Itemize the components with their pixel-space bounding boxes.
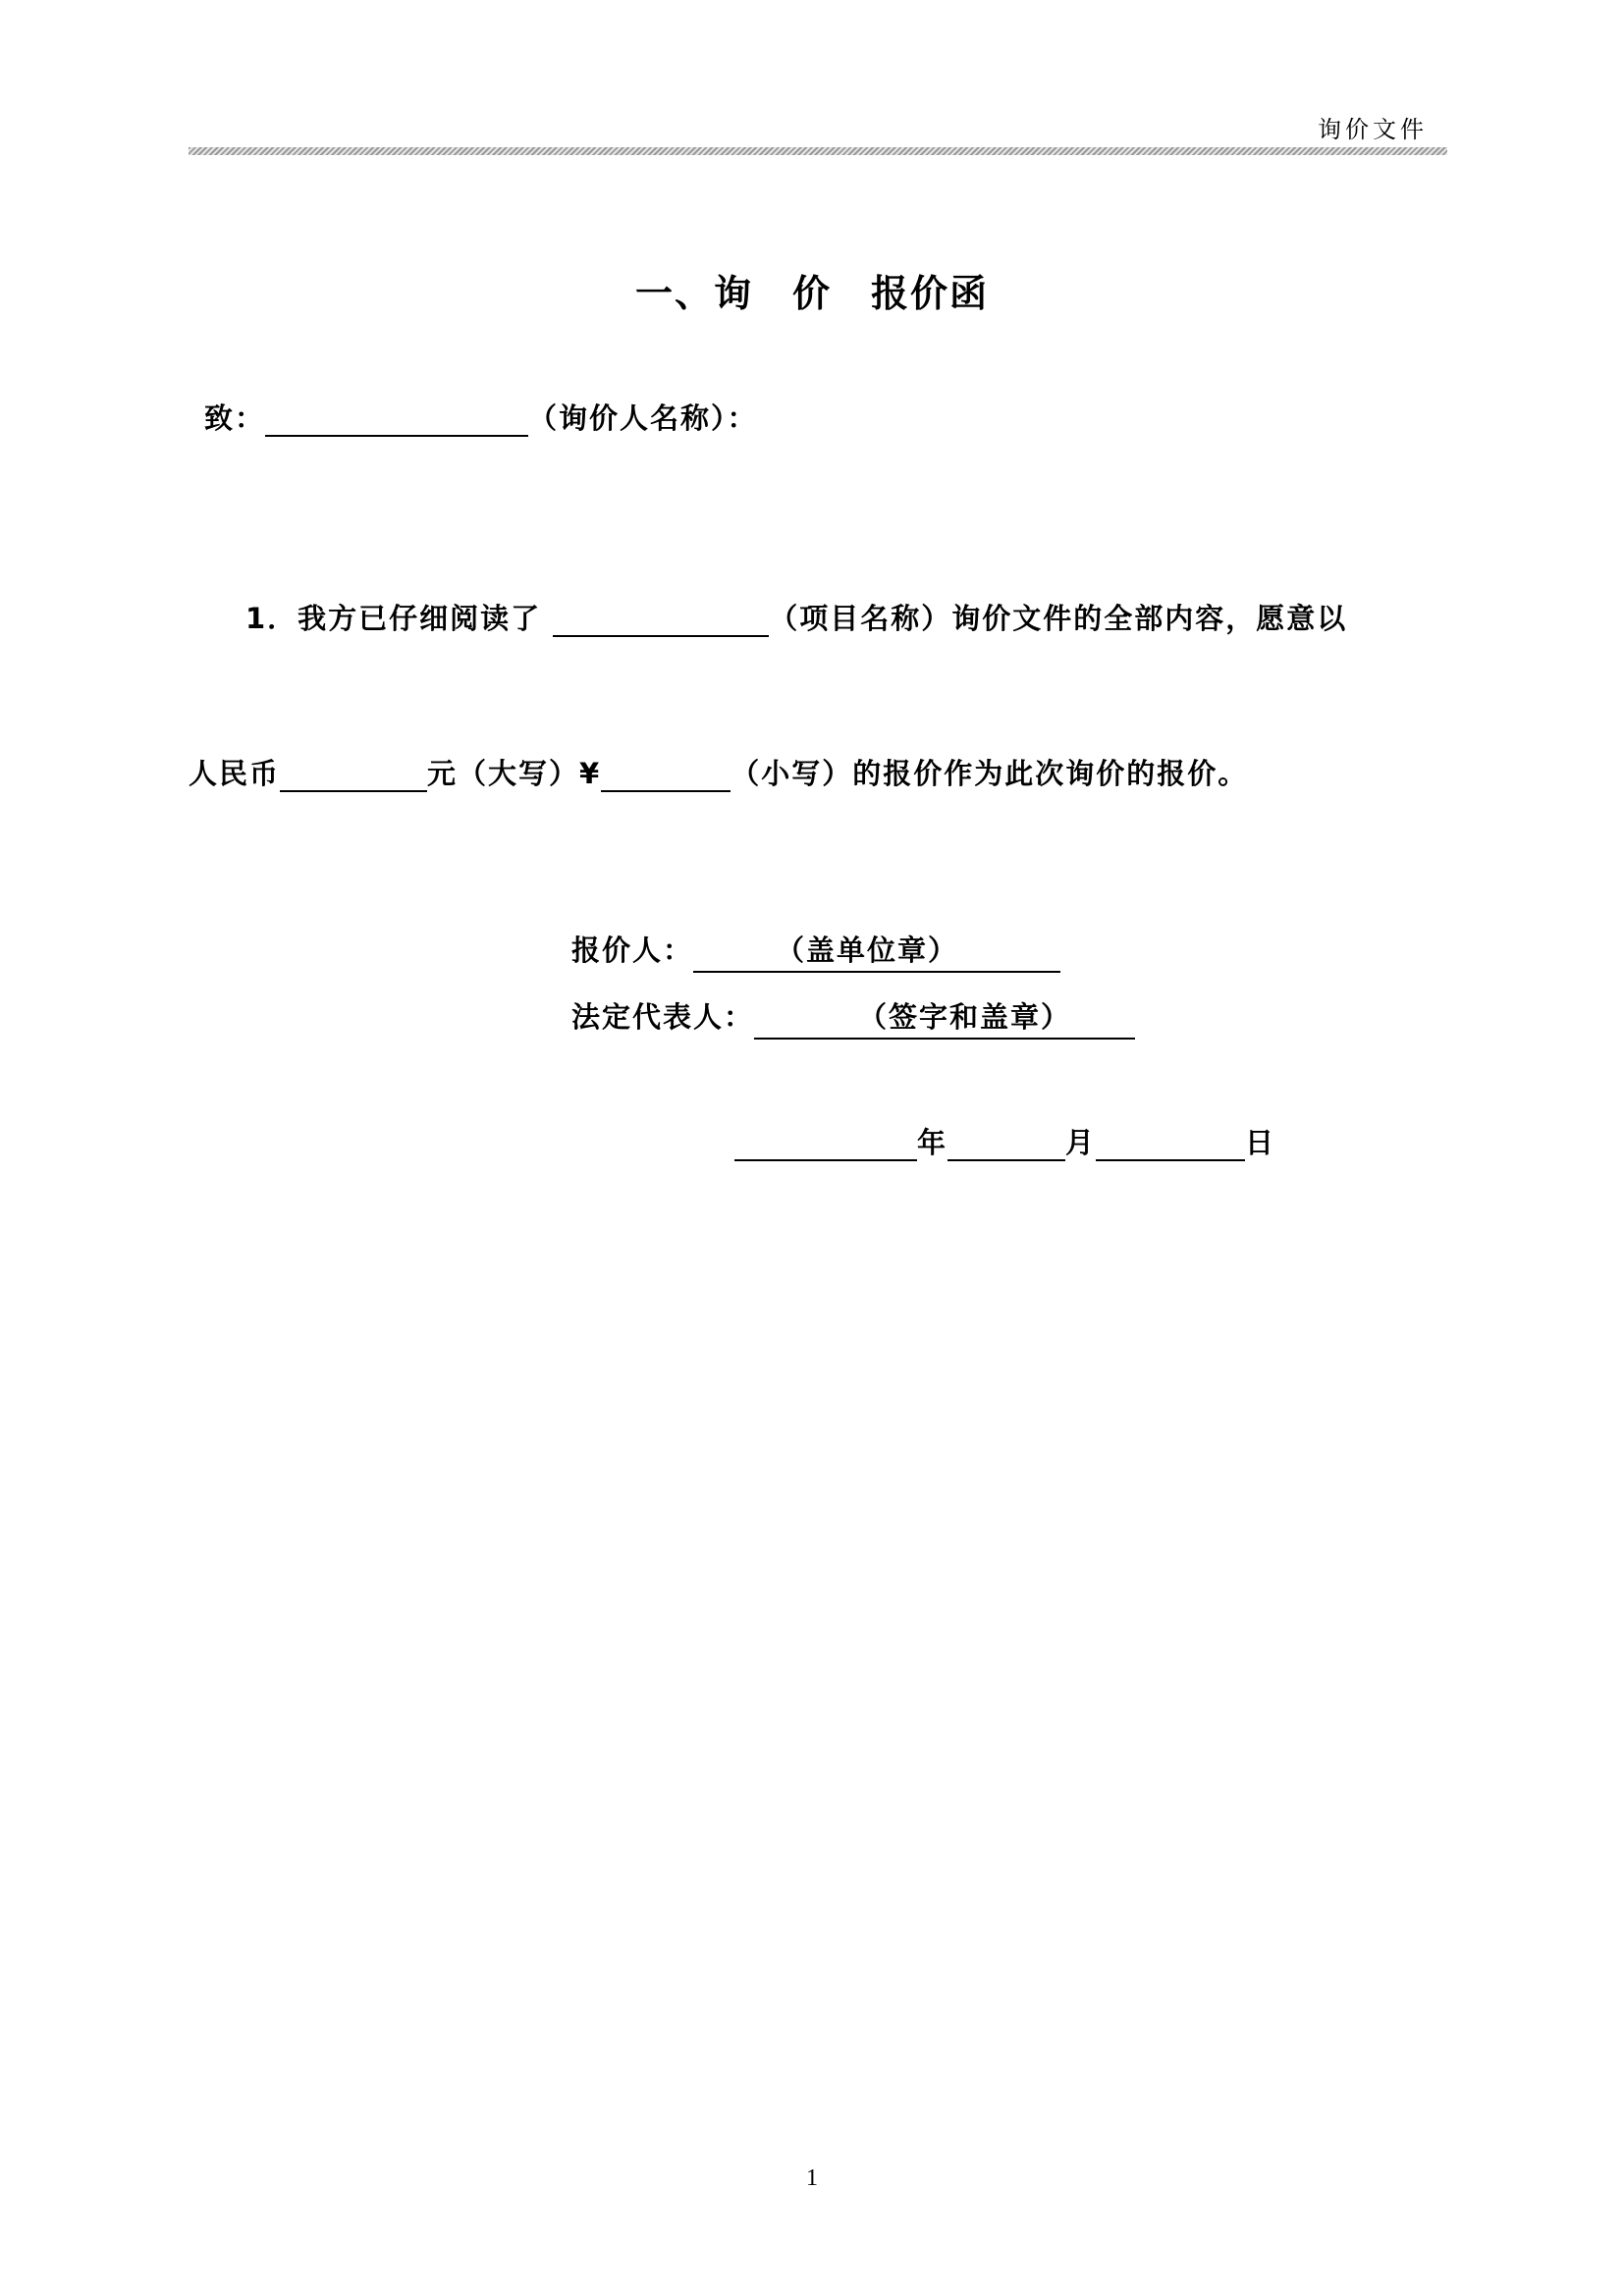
header-rule [189, 147, 1447, 155]
day-blank[interactable] [1096, 1128, 1245, 1161]
day-label: 日 [1245, 1126, 1276, 1159]
addressee-blank[interactable] [265, 403, 528, 437]
month-blank[interactable] [947, 1128, 1065, 1161]
legal-rep-signature-field[interactable] [754, 995, 1135, 1040]
addressee-line [204, 397, 758, 437]
page-number: 1 [806, 2165, 818, 2191]
paragraph-1-middle: （项目名称）询价文件的全部内容，愿意以 [769, 602, 1348, 635]
year-blank[interactable] [734, 1128, 917, 1161]
running-header: 询价文件 [1318, 116, 1428, 143]
addressee-label: 致： [204, 401, 266, 435]
title-part-1: 一、询 [634, 272, 753, 315]
paragraph-1 [245, 597, 1347, 637]
legal-rep-line [571, 995, 1135, 1040]
paragraph-2 [189, 752, 1248, 792]
title-part-3: 报价函 [871, 272, 990, 315]
date-line [734, 1121, 1275, 1161]
amount-number-blank[interactable] [601, 759, 731, 792]
page-title [0, 263, 1624, 317]
addressee-suffix: （询价人名称）： [528, 401, 758, 435]
quoter-label: 报价人： [571, 934, 694, 967]
legal-rep-signature-text: （签字和盖章） [858, 1000, 1072, 1034]
amount-words-blank[interactable] [280, 759, 427, 792]
title-part-2: 价 [791, 272, 832, 315]
quoter-stamp-text: （盖单位章） [776, 934, 959, 967]
paragraph-1-lead: 1．我方已仔细阅读了 [245, 602, 542, 635]
paragraph-2-middle: 元（大写）¥ [427, 757, 602, 790]
quoter-line [571, 929, 1060, 973]
paragraph-2-lead: 人民币 [189, 757, 281, 790]
project-name-blank[interactable] [553, 604, 769, 637]
year-label: 年 [917, 1126, 948, 1159]
paragraph-2-tail: （小写）的报价作为此次询价的报价。 [731, 757, 1249, 790]
quoter-stamp-field[interactable] [693, 929, 1060, 973]
month-label: 月 [1065, 1126, 1097, 1159]
legal-rep-label: 法定代表人： [571, 1000, 755, 1034]
